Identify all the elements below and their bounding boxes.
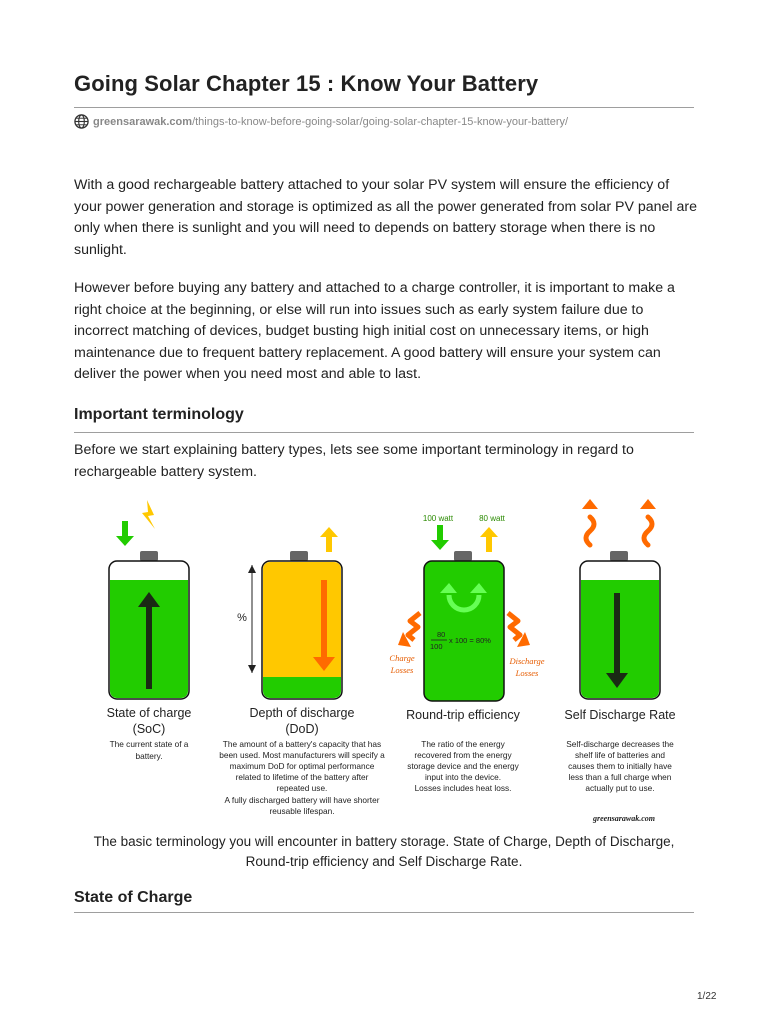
power-out-arrow-icon [480, 527, 498, 552]
rte-desc-0: The ratio of the energy [421, 739, 505, 749]
dod-desc-4: repeated use. [276, 783, 328, 793]
rte-in-label: 100 watt [422, 514, 454, 523]
title-divider [74, 107, 694, 108]
charge-loss-arrow-icon [408, 613, 420, 640]
battery-soc [107, 500, 192, 761]
dod-desc-5: A fully discharged battery will have shorter [224, 795, 380, 805]
power-in-arrow-icon [431, 525, 449, 550]
dod-title-line2: (DoD) [285, 722, 319, 736]
figure-watermark: greensarawak.com [593, 814, 655, 823]
dod-desc-6: reusable lifespan. [269, 806, 335, 816]
dod-percent-label: % [237, 612, 247, 624]
soc-title-line1: State of charge [106, 706, 192, 720]
page-number: 1/22 [697, 991, 717, 1002]
battery-round-trip [389, 514, 544, 793]
sdr-desc-2: causes them to initially have [568, 761, 672, 771]
dod-desc-1: been used. Most manufacturers will specify a [219, 750, 385, 760]
soc-desc-0: The current state of a [109, 739, 189, 749]
paragraph-intro: With a good rechargeable battery attached to your solar PV system will ensure the efficiency of your power generation and storage is optimized as all the power generated from solar PV panel are only when there is sunlight and you will need to depends on battery storage when there is no sunlight. [74, 177, 698, 258]
paragraph-terminology-intro: Before we start explaining battery types, lets see some important terminology in regard to rechargeable battery system. [74, 442, 634, 480]
charge-losses-1: Charge [389, 653, 415, 663]
sdr-desc-3: less than a full charge when [568, 772, 672, 782]
rte-formula-den: 100 [430, 642, 443, 651]
dod-desc-0: The amount of a battery's capacity that has [222, 739, 382, 749]
rte-desc-2: storage device and the energy [407, 761, 519, 771]
rte-formula-num: 80 [437, 630, 446, 639]
charge-losses-2: Losses [390, 665, 414, 675]
charge-in-arrow-icon [116, 521, 134, 546]
heading-state-of-charge: State of Charge [74, 889, 193, 906]
rte-desc-3: input into the device. [424, 772, 502, 782]
rte-desc-1: recovered from the energy [414, 750, 512, 760]
dod-desc-3: related to lifetime of the battery after [235, 772, 369, 782]
page-title: Going Solar Chapter 15 : Know Your Battery [74, 71, 539, 96]
discharge-out-arrow-icon [320, 527, 338, 552]
rte-out-label: 80 watt [479, 514, 505, 523]
lightning-icon [142, 500, 155, 529]
battery-terminology-figure [74, 495, 694, 825]
battery-self-discharge [564, 499, 675, 823]
heading-divider [74, 912, 694, 913]
battery-dod [219, 527, 385, 816]
globe-icon [74, 114, 89, 129]
rte-title: Round-trip efficiency [406, 708, 520, 722]
soc-title-line2: (SoC) [132, 722, 166, 736]
paragraph-buying: However before buying any battery and attached to a charge controller, it is important to make a right choice at the beginning, or else will run into issues such as early system failure due to incorrect matching of devices, budget busting high initial cost on unnecessary items, or high maintenance due to frequent battery replacement. A good battery will ensure your system can deliver the power when you need most and able to last. [74, 280, 675, 382]
dod-title-line1: Depth of discharge [249, 706, 355, 720]
rte-formula-rest: x 100 = 80% [449, 636, 491, 645]
dod-desc-2: maximum DoD for optimal performance [229, 761, 375, 771]
source-path[interactable]: /things-to-know-before-going-solar/going-solar-chapter-15-know-your-battery/ [192, 115, 569, 128]
sdr-title: Self Discharge Rate [564, 708, 676, 722]
heading-divider [74, 432, 694, 433]
heading-important-terminology: Important terminology [74, 406, 244, 423]
discharge-losses-2: Losses [515, 668, 539, 678]
sdr-desc-1: shelf life of batteries and [575, 750, 665, 760]
source-domain[interactable]: greensarawak.com [93, 115, 193, 128]
heat-loss-icon [644, 517, 652, 545]
sdr-desc-0: Self-discharge decreases the [566, 739, 674, 749]
figure-caption: The basic terminology you will encounter in battery storage. State of Charge, Depth of Discharge, Round-trip efficiency and Self Discharge Rate. [93, 834, 675, 869]
sdr-desc-4: actually put to use. [585, 783, 655, 793]
source-url[interactable] [74, 114, 568, 129]
soc-desc-1: battery. [135, 751, 163, 761]
discharge-losses-1: Discharge [509, 656, 545, 666]
discharge-loss-arrow-icon [508, 613, 520, 640]
heat-loss-icon [586, 517, 594, 545]
rte-desc-4: Losses includes heat loss. [414, 783, 512, 793]
